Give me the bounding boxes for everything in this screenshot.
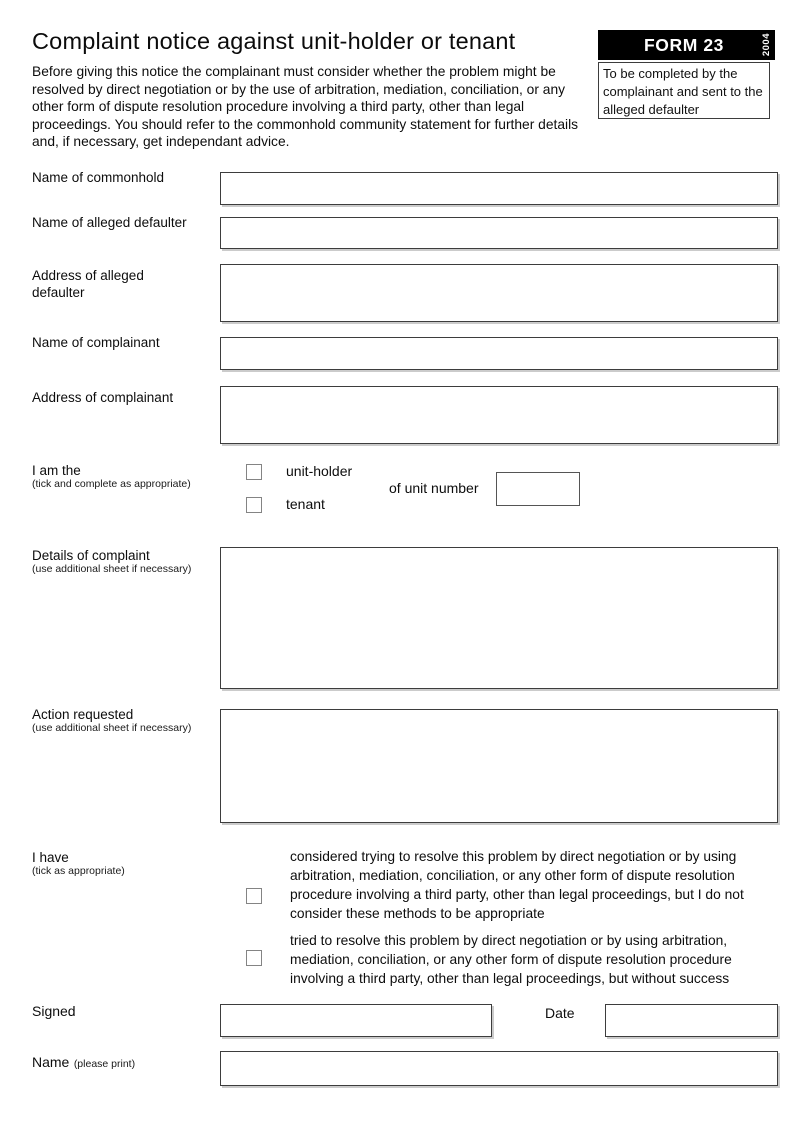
name-print-label-main: Name	[32, 1054, 70, 1070]
i-have-label: I have	[32, 850, 69, 865]
defaulter-name-input[interactable]	[220, 217, 778, 249]
page-title: Complaint notice against unit-holder or tenant	[32, 28, 516, 54]
considered-resolution-option-text: considered trying to resolve this problem by direct negotiation or by using arbitration, mediation, conciliation, or any other form of dispute resolution procedure involving a third party, other than legal proceedings, but I do not consider these methods to be appropriate	[290, 849, 744, 921]
tenant-option-label: tenant	[286, 496, 325, 512]
complaint-details-sublabel: (use additional sheet if necessary)	[32, 563, 192, 575]
form-number-badge	[598, 30, 775, 60]
date-label: Date	[545, 1005, 575, 1021]
i-have-sublabel: (tick as appropriate)	[32, 865, 125, 877]
form-number-label: FORM 23	[643, 34, 725, 55]
complainant-name-input[interactable]	[220, 337, 778, 370]
defaulter-name-label: Name of alleged defaulter	[32, 215, 187, 230]
i-am-the-sublabel: (tick and complete as appropriate)	[32, 478, 191, 490]
commonhold-name-input[interactable]	[220, 172, 778, 205]
unit-holder-checkbox[interactable]	[246, 464, 262, 480]
unit-number-label: of unit number	[389, 480, 479, 496]
complaint-details-label: Details of complaint	[32, 548, 150, 563]
tenant-checkbox[interactable]	[246, 497, 262, 513]
signed-label: Signed	[32, 1003, 76, 1019]
complainant-address-label: Address of complainant	[32, 390, 174, 405]
complainant-address-input[interactable]	[220, 386, 778, 444]
commonhold-name-label: Name of commonhold	[32, 170, 165, 185]
defaulter-address-label: Address of alleged defaulter	[32, 268, 144, 300]
name-print-label	[32, 1054, 135, 1072]
complaint-details-input[interactable]	[220, 547, 778, 689]
name-print-label-sub: (please print)	[73, 1058, 136, 1070]
intro-paragraph: Before giving this notice the complainant must consider whether the problem might be resolved by direct negotiation or by the use of arbitration, mediation, conciliation, or any other form of dispute resolution procedure involving a third party, other than legal proceedings. You should refer to the commonhold community statement for further details and, if necessary, get independant advice.	[32, 64, 579, 150]
tried-resolution-option-text: tried to resolve this problem by direct negotiation or by using arbitration, mediation, conciliation, or any other form of dispute resolution procedure involving a third party, other than legal proceedings, but without success	[290, 933, 732, 986]
action-requested-sublabel: (use additional sheet if necessary)	[32, 722, 192, 734]
date-input[interactable]	[605, 1004, 778, 1037]
complainant-name-label: Name of complainant	[32, 335, 160, 350]
action-requested-input[interactable]	[220, 709, 778, 823]
i-am-the-label: I am the	[32, 463, 81, 478]
form-year-label: 2004	[761, 33, 772, 57]
defaulter-address-input[interactable]	[220, 264, 778, 322]
tried-resolution-checkbox[interactable]	[246, 950, 262, 966]
considered-resolution-checkbox[interactable]	[246, 888, 262, 904]
signed-input[interactable]	[220, 1004, 492, 1037]
action-requested-label: Action requested	[32, 707, 134, 722]
unit-holder-option-label: unit-holder	[286, 463, 353, 479]
name-print-input[interactable]	[220, 1051, 778, 1086]
completion-note: To be completed by the complainant and sent to the alleged defaulter	[598, 62, 770, 119]
unit-number-input[interactable]	[496, 472, 580, 506]
